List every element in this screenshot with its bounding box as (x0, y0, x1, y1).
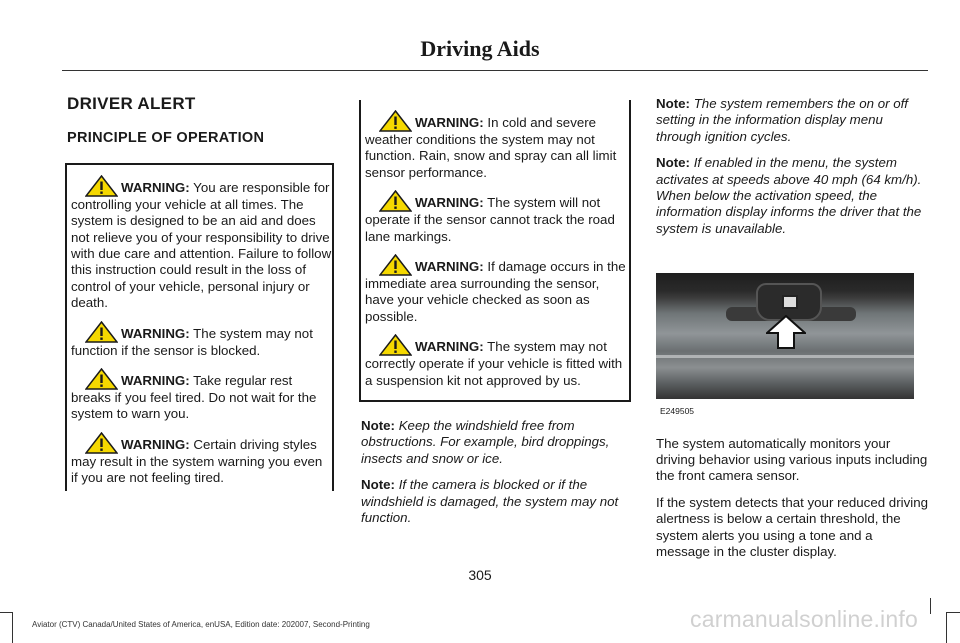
warning-triangle-icon (85, 175, 118, 197)
column-left (67, 96, 334, 491)
warning-label: WARNING: (121, 373, 190, 389)
warning-item (365, 190, 629, 245)
warning-label: WARNING: (415, 259, 484, 275)
warning-box-middle (359, 100, 631, 402)
warning-text: If damage occurs in the immediate area surrounding the sensor, have your vehicle checked as soon as possible. (365, 259, 626, 324)
camera-lens (782, 295, 798, 309)
warning-text: You are responsible for controlling your vehicle at all times. The system is designed to be an aid and does not relieve you of your responsibility to drive with due care and attention. Failure to follow this instruction could result in the loss of control of your vehicle, personal injury or death. (71, 179, 332, 311)
note-label: Note: (361, 418, 395, 433)
column-right (656, 96, 928, 571)
note-text: If enabled in the menu, the system activates at speeds above 40 mph (64 km/h). When below the activation speed, the information display informs the driver that the system is unavailable. (656, 155, 922, 236)
header-divider (62, 70, 928, 71)
warning-label: WARNING: (415, 195, 484, 211)
note-item (656, 96, 928, 145)
warning-item (71, 368, 332, 423)
warning-item (365, 110, 629, 181)
section-title: DRIVER ALERT (67, 94, 196, 113)
warning-box-left (65, 163, 334, 491)
warning-item (365, 254, 629, 325)
note-item (361, 418, 631, 467)
warning-label: WARNING: (415, 339, 484, 355)
page-number: 305 (468, 567, 492, 583)
warning-label: WARNING: (121, 325, 190, 341)
up-arrow-icon (766, 315, 806, 349)
dashboard-line (656, 355, 914, 358)
warning-triangle-icon (379, 254, 412, 276)
warning-item (71, 175, 332, 312)
note-label: Note: (361, 477, 395, 493)
warning-text: Certain driving styles may result in the system warning you even if you are not feeling tired. (71, 436, 323, 486)
warning-item (71, 432, 332, 487)
crop-mark (12, 612, 13, 643)
sub-title: PRINCIPLE OF OPERATION (67, 130, 265, 147)
warning-label: WARNING: (121, 179, 190, 195)
note-text: Keep the windshield free from obstructions. For example, bird droppings, insects and snow or ice. (361, 418, 610, 466)
camera-sensor-photo (656, 273, 914, 399)
warning-text: Take regular rest breaks if you feel tired. Do not wait for the system to warn you. (71, 373, 317, 422)
note-item (361, 477, 631, 526)
warning-triangle-icon (85, 321, 118, 343)
warning-text: In cold and severe weather conditions the system may not function. Rain, snow and spray can all limit sensor performance. (365, 115, 617, 180)
note-text: If the camera is blocked or if the windshield is damaged, the system may not function. (361, 477, 619, 526)
warning-label: WARNING: (121, 436, 190, 452)
warning-triangle-icon (379, 190, 412, 212)
note-text: The system remembers the on or off setting in the information display menu through ignition cycles. (656, 96, 908, 144)
image-code: E249505 (660, 406, 695, 417)
column-middle (361, 98, 631, 536)
note-item (656, 155, 928, 237)
warning-text: The system may not correctly operate if your vehicle is fitted with a suspension kit not approved by us. (365, 339, 623, 388)
warning-label: WARNING: (415, 115, 484, 130)
watermark: carmanualsonline.info (690, 606, 918, 632)
page-header-title: Driving Aids (420, 36, 540, 61)
warning-item (365, 334, 629, 389)
warning-item (71, 321, 332, 359)
warning-triangle-icon (379, 110, 412, 132)
note-label: Note: (656, 96, 690, 111)
crop-mark (930, 598, 931, 614)
warning-triangle-icon (85, 432, 118, 454)
edition-text: Aviator (CTV) Canada/United States of America, enUSA, Edition date: 202007, Second-Printing (32, 620, 370, 629)
crop-mark (0, 612, 12, 613)
crop-mark (946, 612, 947, 643)
warning-text: The system will not operate if the sensor cannot track the road lane markings. (365, 195, 615, 244)
warning-triangle-icon (85, 368, 118, 390)
note-label: Note: (656, 155, 690, 171)
warning-text: The system may not function if the sensor is blocked. (71, 325, 313, 358)
warning-triangle-icon (379, 334, 412, 356)
body-paragraph: The system automatically monitors your driving behavior using various inputs including the front camera sensor. (656, 435, 928, 484)
crop-mark (946, 612, 960, 613)
body-paragraph: If the system detects that your reduced driving alertness is below a certain threshold, the system alerts you using a tone and a message in the cluster display. (656, 494, 928, 560)
